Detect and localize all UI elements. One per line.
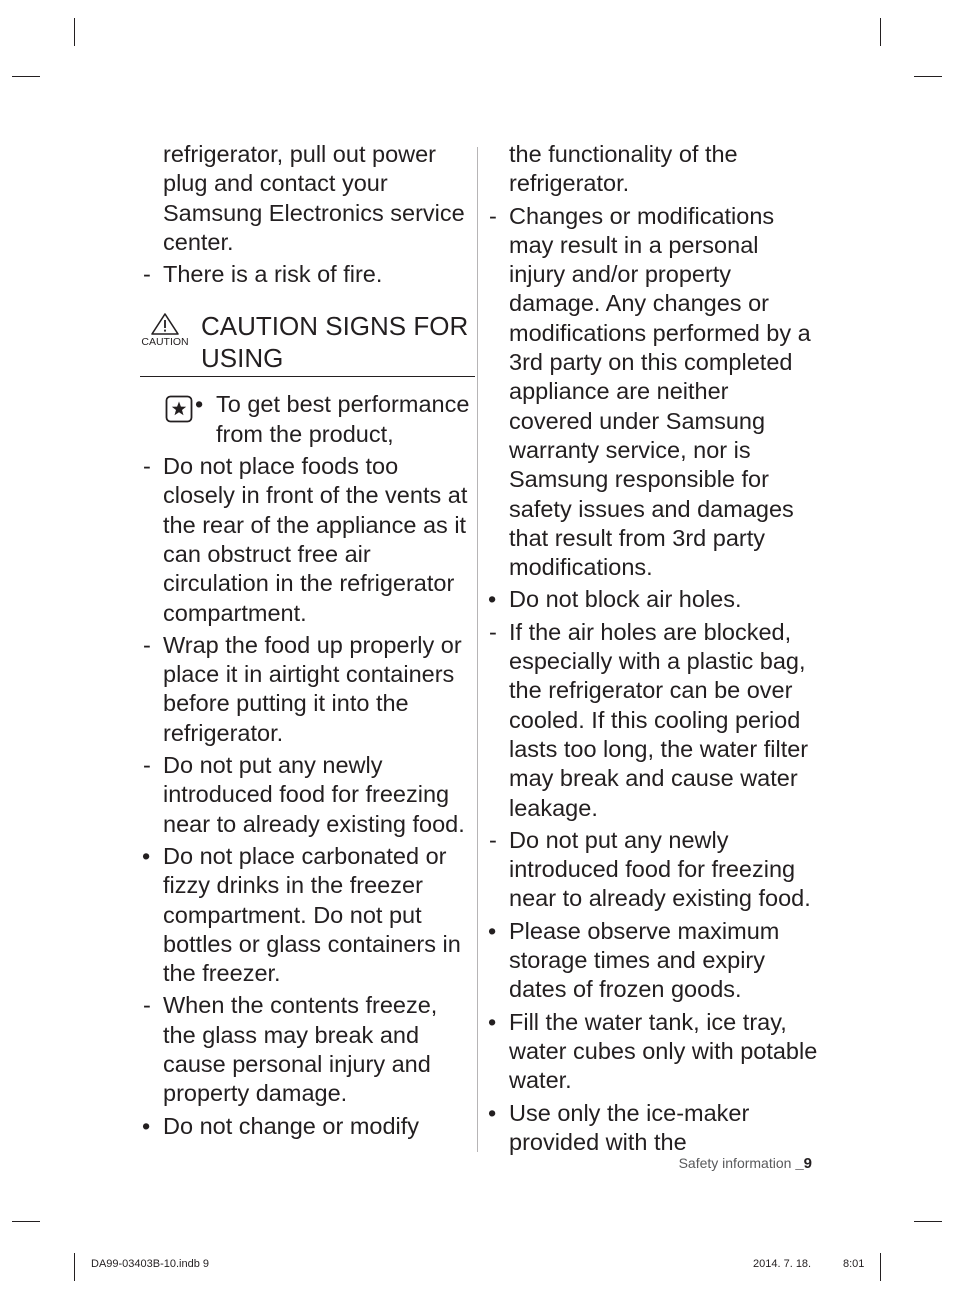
list-item-text: If the air holes are blocked, especially with a plastic bag, the refrigerator can be over cooled. If this cooling period lasts too long, the water filter may break and cause water leakage.	[509, 618, 809, 821]
list-item-text: Fill the water tank, ice tray, water cubes only with potable water.	[509, 1008, 818, 1094]
list-item-text: When the contents freeze, the glass may break and cause personal injury and property damage.	[163, 992, 438, 1107]
slug-date: 2014. 7. 18.	[753, 1258, 812, 1270]
list-item	[486, 1099, 818, 1158]
footer-section: Safety information	[678, 1155, 792, 1171]
section-heading	[140, 310, 475, 377]
bullet-marker: •	[488, 1008, 497, 1035]
dash-marker: -	[143, 261, 151, 288]
list-item	[140, 991, 475, 1108]
list-item	[486, 585, 818, 614]
dash-marker: -	[143, 453, 151, 480]
dash-marker: -	[143, 631, 151, 658]
crop-mark	[74, 18, 75, 46]
bullet-marker: •	[142, 1112, 151, 1139]
crop-mark	[914, 1221, 942, 1222]
bullet-marker: •	[142, 842, 151, 869]
continued-text: the functionality of the refrigerator.	[509, 141, 738, 197]
crop-mark	[74, 1253, 75, 1281]
section-title: CAUTION SIGNS FOR USING	[201, 311, 469, 374]
crop-mark	[12, 76, 40, 77]
bullet-marker: •	[488, 1099, 497, 1126]
crop-mark	[880, 1253, 881, 1281]
column-divider	[477, 147, 478, 1152]
list-item	[140, 842, 475, 988]
bullet-marker: •	[488, 917, 497, 944]
slug-file: DA99-03403B-10.indb 9	[91, 1258, 210, 1270]
dash-marker: -	[143, 752, 151, 779]
list-item-text: Do not block air holes.	[509, 586, 742, 613]
list-item	[140, 1112, 475, 1141]
slug-time: 8:01	[843, 1258, 865, 1270]
list-item	[486, 826, 818, 914]
bullet-marker: •	[195, 391, 204, 418]
list-item-text: Changes or modifications may result in a personal injury and/or property damage. Any changes or modifications performed by a 3rd party on this completed appliance are neither covered under Samsung warranty service, nor is Samsung responsible for safety issues and damages that result from 3rd party modifications.	[509, 202, 811, 581]
list-item-text: There is a risk of fire.	[163, 261, 383, 288]
list-item-text: Wrap the food up properly or place it in airtight containers before putting it into the refrigerator.	[163, 631, 462, 746]
dash-marker: -	[489, 618, 497, 645]
list-item-text: Use only the ice-maker provided with the	[509, 1099, 750, 1155]
list-item	[486, 202, 818, 583]
list-item	[140, 452, 475, 628]
list-item	[140, 631, 475, 748]
list-item	[486, 618, 818, 823]
list-item	[140, 260, 475, 289]
continued-text: refrigerator, pull out power plug and contact your Samsung Electronics service center.	[163, 141, 465, 255]
caution-label: CAUTION	[141, 336, 189, 349]
list-item-text: To get best performance from the product,	[216, 391, 470, 447]
page-number: _9	[795, 1155, 812, 1172]
bullet-marker: •	[488, 586, 497, 613]
crop-mark	[880, 18, 881, 46]
page-footer	[600, 1155, 812, 1172]
list-item-text: Do not place carbonated or fizzy drinks in the freezer compartment. Do not put bottles or glass containers in the freezer.	[163, 842, 461, 987]
list-item-text: Do not place foods too closely in front of the vents at the rear of the appliance as it can obstruct free air circulation in the refrigerator compartment.	[163, 453, 468, 626]
caution-icon	[140, 312, 190, 348]
list-item-text: Do not put any newly introduced food for freezing near to already existing food.	[509, 826, 811, 912]
crop-mark	[914, 76, 942, 77]
list-item-text: Do not change or modify	[163, 1112, 420, 1139]
tip-item	[140, 390, 475, 449]
dash-marker: -	[489, 202, 497, 229]
list-item-text: Please observe maximum storage times and expiry dates of frozen goods.	[509, 917, 780, 1003]
list-item	[140, 751, 475, 839]
dash-marker: -	[489, 826, 497, 853]
dash-marker: -	[143, 992, 151, 1019]
list-item-text: Do not put any newly introduced food for freezing near to already existing food.	[163, 752, 465, 837]
right-column	[486, 140, 818, 1160]
left-column	[140, 140, 475, 1144]
list-item	[486, 917, 818, 1005]
list-item	[486, 1008, 818, 1096]
crop-mark	[12, 1221, 40, 1222]
